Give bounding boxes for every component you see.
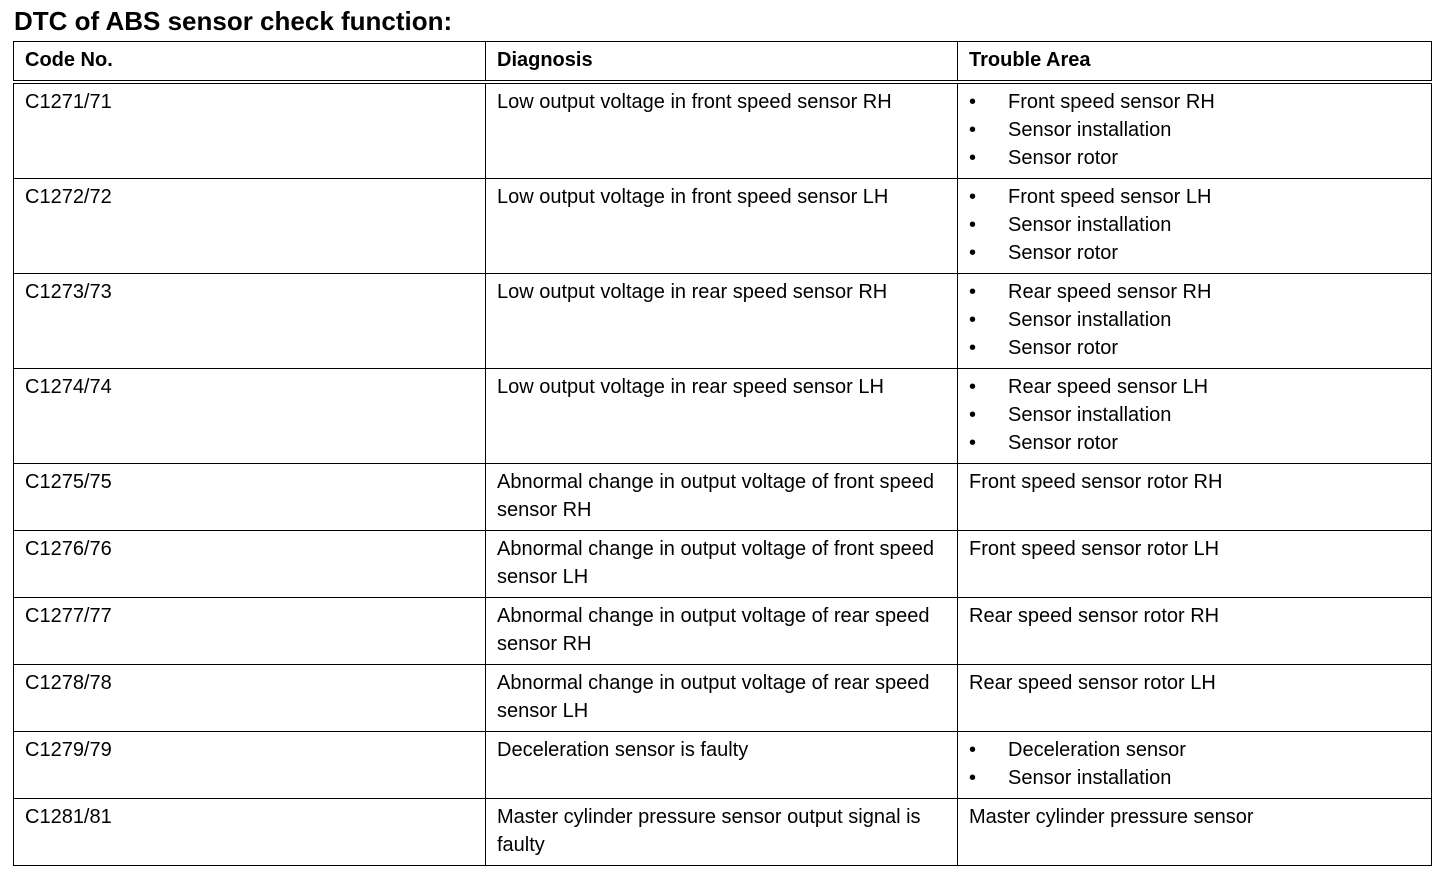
trouble-area-list [969, 183, 1421, 267]
code-cell: C1273/73 [14, 274, 486, 369]
diagnosis-cell: Abnormal change in output voltage of rear speed sensor RH [486, 598, 958, 665]
trouble-area-list [969, 373, 1421, 457]
trouble-area-item [969, 373, 1421, 401]
code-cell: C1275/75 [14, 464, 486, 531]
diagnosis-cell: Abnormal change in output voltage of front speed sensor RH [486, 464, 958, 531]
header-diagnosis: Diagnosis [486, 42, 958, 83]
bullet-icon: • [969, 147, 977, 169]
trouble-area-cell [958, 369, 1432, 464]
bullet-icon: • [969, 281, 977, 303]
bullet-icon: • [969, 119, 977, 141]
page-title: DTC of ABS sensor check function: [14, 6, 453, 36]
bullet-icon: • [969, 337, 977, 359]
header-code-no: Code No. [14, 42, 486, 83]
trouble-area-cell: Rear speed sensor rotor RH [958, 598, 1432, 665]
code-cell: C1281/81 [14, 799, 486, 866]
code-cell: C1278/78 [14, 665, 486, 732]
bullet-icon: • [969, 214, 977, 236]
trouble-area-cell [958, 732, 1432, 799]
code-cell: C1271/71 [14, 82, 486, 179]
trouble-area-item [969, 764, 1421, 792]
trouble-area-item [969, 183, 1421, 211]
table-row [14, 799, 1432, 866]
trouble-area-text: Sensor installation [1008, 404, 1172, 426]
bullet-icon: • [969, 432, 977, 454]
trouble-area-cell [958, 274, 1432, 369]
code-cell: C1274/74 [14, 369, 486, 464]
table-body [14, 82, 1432, 866]
table-row [14, 179, 1432, 274]
trouble-area-text: Sensor installation [1008, 214, 1172, 236]
trouble-area-cell: Front speed sensor rotor LH [958, 531, 1432, 598]
trouble-area-item [969, 278, 1421, 306]
diagnosis-cell: Low output voltage in rear speed sensor LH [486, 369, 958, 464]
bullet-icon: • [969, 242, 977, 264]
header-trouble-area: Trouble Area [958, 42, 1432, 83]
trouble-area-item [969, 429, 1421, 457]
trouble-area-text: Rear speed sensor LH [1008, 376, 1209, 398]
header-row [14, 42, 1432, 83]
table-row [14, 369, 1432, 464]
trouble-area-text: Sensor rotor [1008, 147, 1119, 169]
code-cell: C1272/72 [14, 179, 486, 274]
trouble-area-item [969, 401, 1421, 429]
diagnosis-cell: Low output voltage in front speed sensor RH [486, 82, 958, 179]
trouble-area-item [969, 334, 1421, 362]
dtc-table [13, 41, 1432, 866]
trouble-area-list [969, 736, 1421, 792]
trouble-area-cell [958, 82, 1432, 179]
trouble-area-item [969, 88, 1421, 116]
code-cell: C1276/76 [14, 531, 486, 598]
trouble-area-text: Sensor rotor [1008, 242, 1119, 264]
bullet-icon: • [969, 376, 977, 398]
trouble-area-list [969, 278, 1421, 362]
diagnosis-cell: Deceleration sensor is faulty [486, 732, 958, 799]
bullet-icon: • [969, 767, 977, 789]
diagnosis-cell: Abnormal change in output voltage of front speed sensor LH [486, 531, 958, 598]
trouble-area-text: Sensor rotor [1008, 432, 1119, 454]
trouble-area-cell: Master cylinder pressure sensor [958, 799, 1432, 866]
trouble-area-list [969, 88, 1421, 172]
diagnosis-cell: Low output voltage in rear speed sensor RH [486, 274, 958, 369]
bullet-icon: • [969, 309, 977, 331]
bullet-icon: • [969, 404, 977, 426]
trouble-area-item [969, 144, 1421, 172]
trouble-area-item [969, 306, 1421, 334]
table-row [14, 531, 1432, 598]
trouble-area-text: Sensor installation [1008, 767, 1172, 789]
trouble-area-text: Sensor rotor [1008, 337, 1119, 359]
trouble-area-cell: Front speed sensor rotor RH [958, 464, 1432, 531]
table-row [14, 598, 1432, 665]
trouble-area-cell: Rear speed sensor rotor LH [958, 665, 1432, 732]
table-row [14, 665, 1432, 732]
bullet-icon: • [969, 739, 977, 761]
table-row [14, 274, 1432, 369]
table-row [14, 82, 1432, 179]
trouble-area-text: Deceleration sensor [1008, 739, 1186, 761]
code-cell: C1277/77 [14, 598, 486, 665]
diagnosis-cell: Master cylinder pressure sensor output signal is faulty [486, 799, 958, 866]
table-row [14, 464, 1432, 531]
bullet-icon: • [969, 91, 977, 113]
trouble-area-text: Rear speed sensor RH [1008, 281, 1212, 303]
code-cell: C1279/79 [14, 732, 486, 799]
table-row [14, 732, 1432, 799]
trouble-area-cell [958, 179, 1432, 274]
bullet-icon: • [969, 186, 977, 208]
diagnosis-cell: Low output voltage in front speed sensor LH [486, 179, 958, 274]
trouble-area-text: Sensor installation [1008, 309, 1172, 331]
trouble-area-item [969, 239, 1421, 267]
table-header [14, 42, 1432, 83]
trouble-area-text: Sensor installation [1008, 119, 1172, 141]
trouble-area-item [969, 736, 1421, 764]
diagnosis-cell: Abnormal change in output voltage of rear speed sensor LH [486, 665, 958, 732]
trouble-area-item [969, 116, 1421, 144]
trouble-area-text: Front speed sensor RH [1008, 91, 1215, 113]
trouble-area-item [969, 211, 1421, 239]
trouble-area-text: Front speed sensor LH [1008, 186, 1212, 208]
